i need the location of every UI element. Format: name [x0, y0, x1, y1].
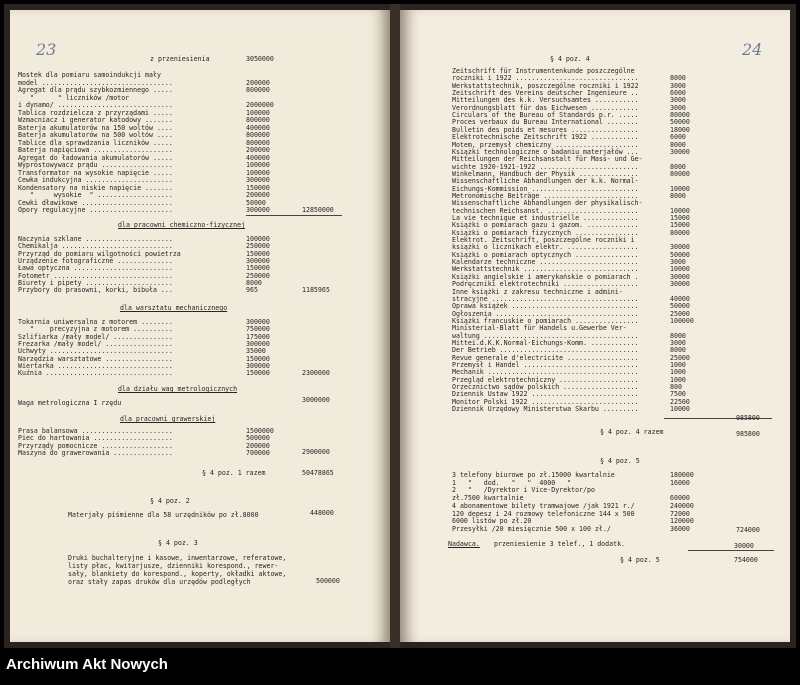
section-heading: § 4 poz. 3 — [158, 539, 198, 547]
list-item-amount: 300000 — [246, 206, 270, 214]
list-item-amount: 100000 — [246, 235, 270, 243]
list-item-label: Waga metrologiczna I rzędu — [18, 399, 122, 407]
list-item-label: Wyprostowywacz prądu .................. — [18, 161, 173, 169]
section-sum: 2300000 — [302, 369, 330, 377]
list-item-label: 3 telefony biurowe po zł.15000 kwartalnie — [452, 471, 615, 479]
list-item-label: Metronomische Beiträge ........................ — [452, 191, 639, 200]
list-item-amount: 8000 — [246, 278, 262, 287]
list-item-label: Motem, przemysł chemiczny ..................... — [452, 140, 639, 149]
poz2-text: Materjały piśmienne dla 58 urzędników po zł.8000 — [68, 511, 259, 519]
list-item-label: Zeitschrift des Vereins deutscher Ingenieure .. — [452, 89, 639, 98]
list-item-amount: 8000 — [670, 74, 686, 83]
list-item-label: Przesyłki /20 miesięcznie 500 x 100 zł./ — [452, 524, 611, 533]
list-item-label: Tablica rozdzielcza z przyrządami ..... — [18, 108, 173, 117]
list-item-label: 1 " dod. " " 4000 " — [452, 478, 572, 487]
list-item-amount: 30000 — [670, 280, 690, 289]
section-heading: § 4 poz. 2 — [150, 497, 190, 505]
list-item-amount: 300000 — [246, 339, 270, 348]
list-item-amount: 300000 — [246, 361, 270, 370]
list-item-label: Revue generale d'electricite .................. — [452, 353, 639, 362]
list-item-amount: 3000000 — [302, 396, 330, 404]
list-item-label: Przybory do prasowni, korki, bibuła ... — [18, 286, 173, 295]
list-item-amount: 22500 — [670, 397, 690, 406]
section-sum: 2900000 — [302, 448, 330, 456]
list-item-amount: 6000 — [670, 89, 686, 98]
list-item-amount: 18000 — [670, 125, 690, 134]
list-item-label: Inne książki z zakresu techniczne i admini- — [452, 287, 623, 296]
list-item-label: Wissenschaftliche Abhandlungen der k.k. Normal- — [452, 177, 639, 186]
list-item-amount: 100000 — [246, 161, 270, 169]
list-item-label: Cewki dławikowe ....................... — [18, 198, 173, 207]
list-item-amount: 800000 — [246, 138, 270, 147]
list-item-label: Werkstattstechnik, poszczególne roczniki i 1922 — [452, 81, 643, 90]
list-item-amount: 36000 — [670, 524, 690, 533]
list-item-label: 4 abonamentowe bilety tramwajowe /jak 1921 r./ — [452, 501, 635, 510]
section-heading: dla pracowni chemiczno-fizycznej — [118, 221, 246, 229]
list-item-amount: 250000 — [246, 271, 270, 280]
list-item-amount: 200000 — [246, 78, 270, 87]
list-item-label: La vie technique et industrielle .............. — [452, 214, 639, 222]
list-item-label: Tablice dla sprawdzania liczników ..... — [18, 138, 173, 147]
section-heading: § 4 poz. 5 — [600, 457, 640, 465]
list-item-label: Uchwyty ............................... — [18, 347, 173, 356]
list-item-label: 6000 listów po zł.20 — [452, 517, 532, 526]
list-item-amount: 15000 — [670, 214, 690, 222]
sum-line — [246, 215, 342, 216]
list-item-amount: 200000 — [246, 191, 270, 199]
list-item-label: Opory regulacyjne ..................... — [18, 206, 173, 214]
list-item-amount: 300000 — [246, 318, 270, 326]
list-item-amount: 700000 — [246, 448, 270, 457]
list-item-amount: 200000 — [246, 146, 270, 154]
list-item-label: Książki technologiczne o badaniu materjałów ... — [452, 147, 639, 156]
list-item-label: Ogłoszenia .................................... — [452, 309, 639, 318]
list-item-label: Prasa balansowa ....................... — [18, 427, 173, 435]
paragraph-line: oraz stały zapas druków dla urzędów podległych — [68, 578, 251, 586]
sum-amount: 985800 — [736, 414, 760, 422]
list-item-label: Proces verbaux du Bureau International ........ — [452, 118, 639, 127]
list-item-label: wichte 1920-1921-1922 ......................... — [452, 162, 639, 171]
list-item-label: roczniki i 1922 ............................... — [452, 74, 639, 83]
list-item-label: Ministerial-Blatt für Handels u.Gewerbe Ver- — [452, 324, 627, 333]
list-item-label: Elektrotechnische Zeitschrift 1922 ............ — [452, 133, 639, 142]
list-item-label: książki o licznikach elektr. .................. — [452, 243, 639, 252]
sum-line — [688, 550, 774, 551]
list-item-label: Książki o pomiarach gazu i gazom. ............. — [452, 221, 639, 230]
list-item-amount: 800000 — [246, 116, 270, 124]
list-item-label: Elektrot. Zeitschrift, poszczególne roczniki i — [452, 236, 635, 245]
list-item-label: Mechanik ...................................... — [452, 368, 639, 377]
list-item-label: Ława optyczna ......................... — [18, 264, 173, 273]
list-item-label: Der Betrieb ................................... — [452, 346, 639, 355]
list-item-label: Dziennik Ustaw 1922 ........................... — [452, 390, 639, 399]
list-item-label: Kuźnia ................................ — [18, 369, 173, 378]
list-item-label: Przyrząd do pomiaru wilgotności powietrza — [18, 249, 185, 258]
section-heading: dla warsztatu mechanicznego — [120, 304, 228, 312]
list-item-amount: 8000 — [670, 140, 686, 149]
list-item-amount: 250000 — [246, 242, 270, 251]
list-item-label: Mostek dla pomiaru samoindukcji mały — [18, 71, 161, 79]
list-item-amount: 10000 — [670, 405, 690, 414]
list-item-amount: 800 — [670, 383, 682, 392]
list-item-label: waltung ....................................... — [452, 331, 639, 340]
list-item-label: Circulars of the Bureau of Standards p.r. ..... — [452, 111, 639, 120]
list-item-label: Przemysł i Handel ............................. — [452, 361, 639, 369]
total-label: § 4 poz. 4 razem — [600, 428, 664, 436]
left-page — [10, 10, 390, 642]
list-item-amount: 3000 — [670, 81, 686, 90]
list-item-amount: 400000 — [246, 153, 270, 162]
list-item-label: Piec do hartowania .................... — [18, 434, 173, 443]
list-item-amount: 400000 — [246, 123, 270, 132]
list-item-amount: 100000 — [670, 316, 694, 325]
list-item-label: technischen Reichsanst. ....................... — [452, 206, 639, 215]
list-item-amount: 150000 — [246, 249, 270, 258]
list-item-amount: 175000 — [246, 332, 270, 341]
total-amount: 985800 — [736, 430, 760, 438]
list-item-amount: 15000 — [670, 221, 690, 230]
list-item-label: Baterja akumulatorów na 500 woltów .... — [18, 131, 173, 139]
total-label: § 4 poz. 5 — [620, 556, 660, 564]
list-item-amount: 6000 — [670, 133, 686, 142]
list-item-amount: 25000 — [670, 353, 690, 362]
poz3-amount: 500000 — [316, 577, 340, 585]
list-item-amount: 120000 — [670, 517, 694, 526]
list-item-label: i dynamo/ ............................. — [18, 101, 173, 109]
list-item-amount: 30000 — [670, 243, 690, 252]
list-item-label: Książki o pomiarach optycznych ................ — [452, 250, 639, 259]
poz5-sum: 724000 — [736, 526, 760, 534]
list-item-amount: 1000 — [670, 361, 686, 369]
list-item-amount: 25000 — [670, 309, 690, 318]
list-item-label: model ................................. — [18, 78, 173, 87]
list-item-label: Przegląd elektrotechniczny .................... — [452, 375, 639, 384]
archive-name: Archiwum Akt Nowych — [6, 656, 168, 673]
list-item-amount: 3000 — [670, 103, 686, 112]
list-item-amount: 8000 — [670, 191, 686, 200]
list-item-label: Przyrządy pomocnicze .................. — [18, 441, 173, 450]
carry-text: przeniesienie 3 telef., 1 dodatk. — [494, 540, 626, 548]
list-item-label: 2 " /Dyrektor i Vice-Dyrektor/po — [452, 486, 595, 495]
book-spine — [390, 4, 400, 648]
list-item-label: Biurety i pipety ...................... — [18, 278, 173, 287]
list-item-label: Orzecznictwo sądów polskich ................... — [452, 383, 639, 392]
list-item-label: Wiertarka ............................. — [18, 361, 173, 370]
list-item-label: Książki angielskie i amerykańskie o pomiarach . — [452, 272, 639, 281]
list-item-label: Transformator na wysokie napięcie ..... — [18, 168, 173, 177]
carry-label: Nadawca. — [448, 540, 480, 548]
paragraph-line: Druki buchalteryjne i kasowe, inwentarzowe, referatowe, — [68, 554, 287, 562]
carry-amount: 3050000 — [246, 55, 274, 63]
total-amount: 754000 — [734, 556, 758, 564]
section-heading: § 4 poz. 4 — [550, 55, 590, 63]
list-item-label: Agregat do ładowania akumulatorów ..... — [18, 153, 173, 162]
section-heading: dla działu wag metrologicznych — [118, 385, 238, 393]
list-item-label: Monitor Polski 1922 ........................... — [452, 397, 639, 406]
list-item-amount: 40000 — [670, 294, 690, 303]
list-item-label: Kondensatory na niskie napięcie ....... — [18, 183, 173, 192]
section-heading: dla pracowni grawerskiej — [120, 415, 216, 423]
list-item-label: Agregat dla prądu szybkozmiennego ..... — [18, 86, 173, 94]
total-label: § 4 poz. 1 razem — [202, 469, 266, 477]
list-item-label: Maszyna do grawerowania ............... — [18, 448, 173, 457]
list-item-amount: 50000 — [670, 302, 690, 311]
list-item-label: Narzędzia warsztatowe ................. — [18, 354, 173, 363]
book-spread — [4, 4, 796, 648]
list-item-amount: 8000 — [670, 346, 686, 355]
list-item-amount: 1500000 — [246, 427, 274, 435]
list-item-amount: 8000 — [670, 331, 686, 340]
list-item-label: Oprawa książek ................................ — [452, 302, 639, 311]
list-item-label: " wysokie " ................... — [18, 191, 173, 199]
list-item-label: Frezarka /mały model/ ................. — [18, 339, 173, 348]
list-item-label: Dziennik Urzędowy Ministerstwa Skarbu ......... — [452, 405, 639, 414]
list-item-label: Mittei.d.K.K.Normal-Eichungs-Komm. ............ — [452, 338, 639, 347]
page-number: 23 — [36, 40, 57, 59]
list-item-amount: 30000 — [670, 272, 690, 281]
list-item-label: Książki o pomiarach fizycznych ................ — [452, 228, 639, 237]
list-item-amount: 3000 — [670, 258, 686, 267]
list-item-amount: 965 — [246, 286, 258, 295]
section-sum: 1185965 — [302, 286, 330, 294]
list-item-amount: 80000 — [670, 228, 690, 237]
right-page — [400, 10, 790, 642]
list-item-amount: 10000 — [670, 206, 690, 215]
list-item-amount: 100000 — [246, 168, 270, 177]
list-item-label: Wzmacniacz i generator katodowy ....... — [18, 116, 173, 124]
list-item-amount: 2000000 — [246, 101, 274, 109]
list-item-label: " " liczników /motor — [18, 93, 130, 102]
list-item-label: Chemikalja ............................ — [18, 242, 173, 251]
total-amount: 50478865 — [302, 469, 334, 477]
list-item-label: Wissenschaftliche Abhandlungen der physikalisch- — [452, 199, 643, 208]
list-item-amount: 300000 — [246, 256, 270, 265]
list-item-amount: 3000 — [670, 96, 686, 105]
paragraph-line: listy płac, kwitarjusze, dzienniki korespond., rewer- — [68, 562, 279, 570]
list-item-amount: 800000 — [246, 131, 270, 139]
list-item-amount: 180000 — [670, 471, 694, 479]
list-item-amount: 10000 — [670, 184, 690, 193]
carry-label: z przeniesienia — [150, 55, 210, 63]
list-item-amount: 200000 — [246, 441, 270, 450]
list-item-amount: 10000 — [670, 265, 690, 274]
list-item-amount: 8000 — [670, 162, 686, 171]
list-item-label: 120 depesz i 24 rozmowy telefoniczne 144 x 500 — [452, 509, 635, 518]
list-item-label: Baterja napięciowa .................... — [18, 146, 173, 154]
list-item-amount: 750000 — [246, 325, 270, 334]
list-item-amount: 7500 — [670, 390, 686, 399]
list-item-amount: 30000 — [670, 147, 690, 156]
list-item-amount: 1000 — [670, 375, 686, 384]
list-item-label: Bulletin des poids et mesures ................. — [452, 125, 639, 134]
poz2-amount: 448000 — [310, 509, 334, 517]
list-item-label: Werkstattstechnik ............................. — [452, 265, 639, 274]
list-item-amount: 100000 — [246, 108, 270, 117]
list-item-amount: 300000 — [246, 176, 270, 184]
list-item-label: Eichungs-Kommission ........................... — [452, 184, 639, 193]
list-item-amount: 35000 — [246, 347, 266, 356]
list-item-amount: 150000 — [246, 354, 270, 363]
archive-footer — [0, 648, 800, 685]
list-item-label: Cewka indukcyjna ...................... — [18, 176, 173, 184]
list-item-label: Urządzenie fotograficzne .............. — [18, 256, 173, 265]
list-item-amount: 150000 — [246, 264, 270, 273]
page-number: 24 — [742, 40, 763, 59]
list-item-amount: 500000 — [246, 434, 270, 443]
list-item-amount: 240000 — [670, 501, 694, 510]
list-item-amount: 150000 — [246, 183, 270, 192]
carry-amount: 30000 — [734, 542, 754, 550]
list-item-label: stracyjne ..................................... — [452, 294, 639, 303]
list-item-amount: 16000 — [670, 478, 690, 487]
list-item-amount: 150000 — [246, 369, 270, 378]
list-item-label: Zeitschrift für Instrumentenkunde poszczególne — [452, 67, 635, 75]
paragraph-line: sały, blankiety do korespond., koperty, okładki aktowe, — [68, 570, 287, 578]
list-item-label: " precyzyjna z motorem .......... — [18, 325, 173, 334]
list-item-label: Tokarnia uniwersalna z motorem ........ — [18, 318, 173, 326]
list-item-label: Kalendarze techniczne ......................... — [452, 258, 639, 267]
list-item-amount: 50000 — [670, 118, 690, 127]
list-item-amount: 72000 — [670, 509, 690, 518]
list-item-amount: 50000 — [670, 250, 690, 259]
list-item-amount: 1000 — [670, 368, 686, 377]
list-item-amount: 50000 — [246, 198, 266, 207]
list-item-amount: 60000 — [670, 494, 690, 503]
list-item-label: Mitteilungen des k.k. Versuchsamtes ........... — [452, 96, 639, 105]
list-item-amount: 3000 — [670, 338, 686, 347]
list-item-label: Mitteilungen der Reichsanstalt für Mass- und Ge- — [452, 155, 643, 164]
list-item-label: Naczynia szklane ...................... — [18, 235, 173, 243]
list-item-label: zł.7500 kwartalnie — [452, 494, 524, 503]
list-item-amount: 800000 — [246, 86, 270, 94]
list-item-label: Winkelmann, Handbuch der Physik ............... — [452, 169, 639, 178]
list-item-amount: 80000 — [670, 111, 690, 120]
list-item-label: Książki francuskie o pomiarach ................ — [452, 316, 639, 325]
list-item-label: Szlifiarka /mały model/ ............... — [18, 332, 173, 341]
sum-amount: 12850000 — [302, 206, 334, 214]
list-item-label: Fotometr .............................. — [18, 271, 173, 280]
list-item-label: Baterja akumulatorów na 150 woltów .... — [18, 123, 173, 132]
list-item-label: Podręczniki elektrotechniki ................... — [452, 280, 639, 289]
list-item-label: Verordnungsblatt für das Eichwesen ............ — [452, 103, 639, 112]
list-item-amount: 80000 — [670, 169, 690, 178]
